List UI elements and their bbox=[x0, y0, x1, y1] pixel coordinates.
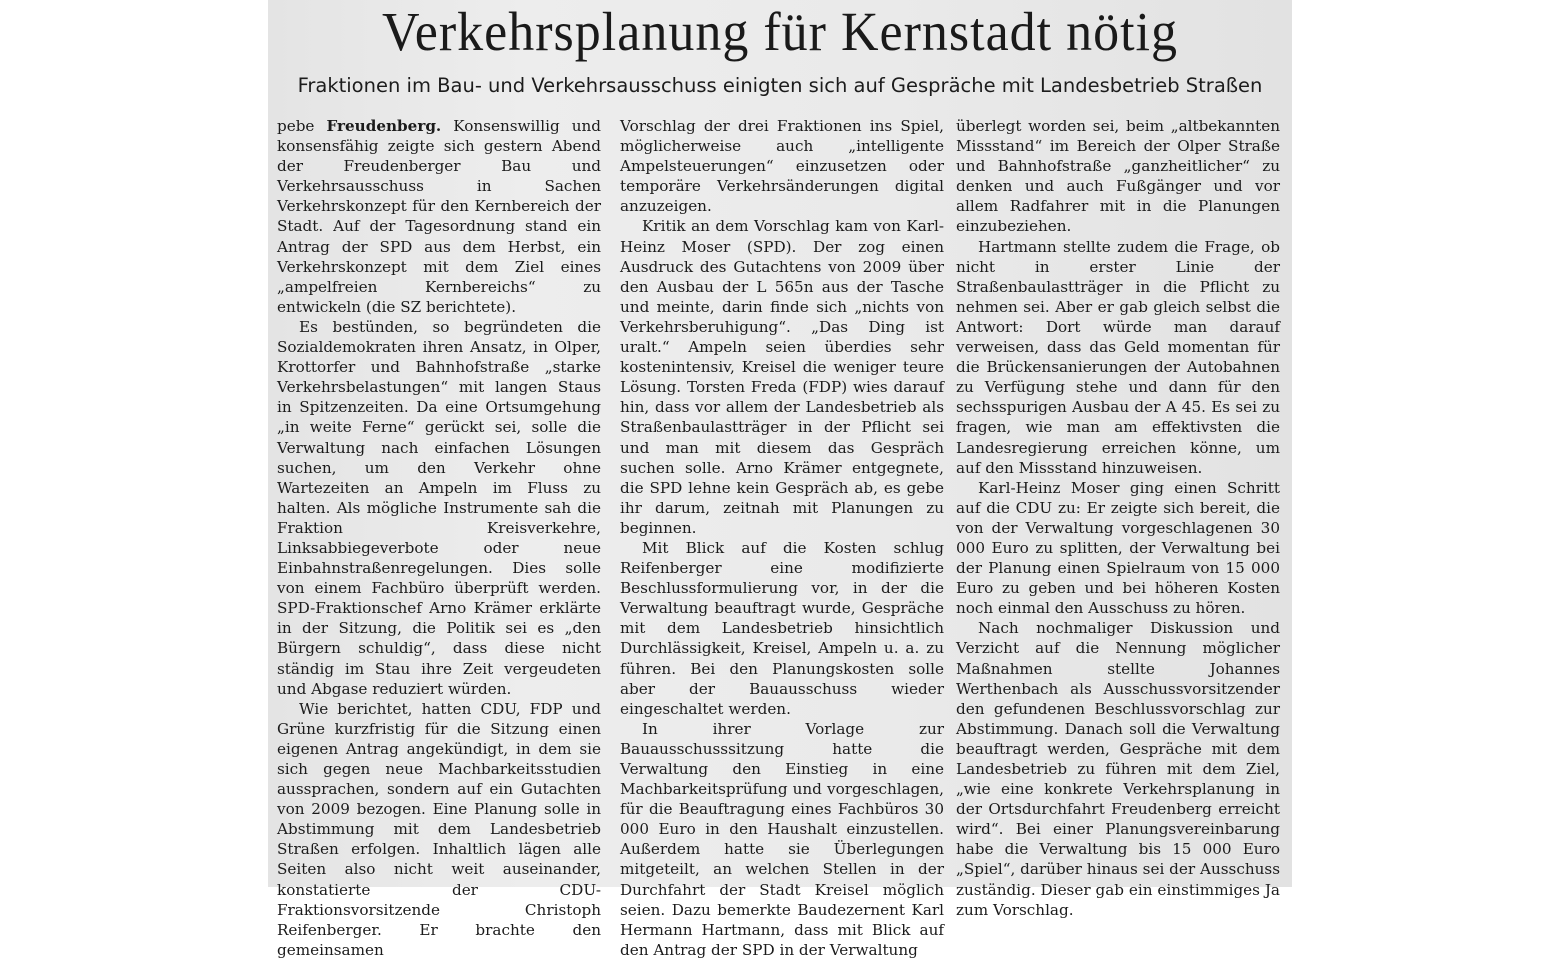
article-paragraph: Nach nochmaliger Diskussion und Verzicht auf die Nennung möglicher Maßnahmen stellte Johannes Werthenbach als Ausschussvorsitzender den gefundenen Beschlussvorschlag zur Abstimmung. Danach soll die Verwaltung beauftragt werden, Gespräche mit dem Landesbetrieb zu führen mit dem Ziel, „wie eine konkrete Verkehrsplanung in der Ortsdurchfahrt Freudenberg erreicht wird“. Bei einer Planungsvereinbarung habe die Verwaltung bis 15 000 Euro „Spiel“, darüber hinaus sei der Ausschuss zuständig. Dieser gab ein einstimmiges Ja zum Vorschlag. bbox=[956, 619, 1280, 919]
article-column-3 bbox=[956, 116, 1280, 920]
newspaper-clipping bbox=[268, 0, 1292, 959]
article-paragraph: Mit Blick auf die Kosten schlug Reifenberger eine modifizierte Beschlussformulierung vor, in der die Verwaltung beauftragt wurde, Gespräche mit dem Landesbetrieb hinsichtlich Durchlässigkeit, Kreisel, Ampeln u. a. zu führen. Bei den Planungskosten solle aber der Bauausschuss wieder eingeschaltet werden. bbox=[620, 538, 944, 718]
paragraph-text: Konsenswillig und konsensfähig zeigte sich gestern Abend der Freudenberger Bau und Verkehrsausschuss in Sachen Verkehrskonzept für den Kernbereich der Stadt. Auf der Tagesordnung stand ein Antrag der SPD aus dem Herbst, ein Verkehrskonzept mit dem Ziel eines „ampelfreien Kernbereichs“ zu entwickeln (die SZ berichtete). bbox=[277, 117, 602, 316]
article-paragraph: Hartmann stellte zudem die Frage, ob nicht in erster Linie der Straßenbaulastträger in die Pflicht zu nehmen sei. Aber er gab gleich selbst die Antwort: Dort würde man darauf verweisen, dass das Geld momentan für die Brückensanierungen der Autobahnen zu Verfügung stehe und dann für den sechsspurigen Ausbau der A 45. Es sei zu fragen, wie man am effektivsten die Landesregierung erreichen könne, um auf den Missstand hinzuweisen. bbox=[956, 237, 1280, 477]
article-headline: Verkehrsplanung für Kernstadt nötig bbox=[381, 2, 1179, 63]
dateline-author: pebe bbox=[277, 117, 315, 135]
article-paragraph: Vorschlag der drei Fraktionen ins Spiel, möglicherweise auch „intelligente Ampelsteuerungen“ einzusetzen oder temporäre Verkehrsänderungen digital anzuzeigen. bbox=[620, 117, 944, 216]
article-paragraph bbox=[277, 116, 601, 317]
dateline-place: Freudenberg. bbox=[326, 117, 442, 135]
article-column-2 bbox=[620, 116, 944, 960]
article-paragraph: Es bestünden, so begründeten die Sozialdemokraten ihren Ansatz, in Olper, Krottorfer und Bahnhofstraße „starke Verkehrsbelastungen“ mit langen Staus in Spitzenzeiten. Da eine Ortsumgehung „in weite Ferne“ gerückt sei, solle die Verwaltung nach einfachen Lösungen suchen, um den Verkehr ohne Wartezeiten an Ampeln im Fluss zu halten. Als mögliche Instrumente sah die Fraktion Kreisverkehre, Linksabbiegeverbote oder neue Einbahnstraßenregelungen. Dies solle von einem Fachbüro überprüft werden. SPD-Fraktionschef Arno Krämer erklärte in der Sitzung, die Politik sei es „den Bürgern schuldig“, dass diese nicht ständig im Stau ihre Zeit vergeudeten und Abgase reduziert würden. bbox=[277, 317, 601, 698]
article-paragraph: Karl-Heinz Moser ging einen Schritt auf die CDU zu: Er zeigte sich bereit, die von der Verwaltung vorgeschlagenen 30 000 Euro zu splitten, der Verwaltung bei der Planung einen Spielraum von 15 000 Euro zu geben und bei höheren Kosten noch einmal den Ausschuss zu hören. bbox=[956, 478, 1280, 618]
article-column-1 bbox=[277, 116, 601, 960]
article-paragraph: Kritik an dem Vorschlag kam von Karl-Heinz Moser (SPD). Der zog einen Ausdruck des Gutachtens von 2009 über den Ausbau der L 565n aus der Tasche und meinte, darin finde sich „nichts von Verkehrsberuhigung“. „Das Ding ist uralt.“ Ampeln seien überdies sehr kostenintensiv, Kreisel die weniger teure Lösung. Torsten Freda (FDP) wies darauf hin, dass vor allem der Landesbetrieb als Straßenbaulastträger in der Pflicht sei und man mit diesem das Gespräch suchen solle. Arno Krämer entgegnete, die SPD lehne kein Gespräch ab, es gebe ihr darum, zeitnah mit Planungen zu beginnen. bbox=[620, 217, 944, 537]
article-subheadline: Fraktionen im Bau- und Verkehrsausschuss einigten sich auf Gespräche mit Landesbetrieb Straßen bbox=[297, 74, 1263, 97]
article-paragraph: überlegt worden sei, beim „altbekannten Missstand“ im Bereich der Olper Straße und Bahnhofstraße „ganzheitlicher“ zu denken und auch Fußgänger und vor allem Radfahrer mit in die Planungen einzubeziehen. bbox=[956, 117, 1280, 236]
article-paragraph: Wie berichtet, hatten CDU, FDP und Grüne kurzfristig für die Sitzung einen eigenen Antrag angekündigt, in dem sie sich gegen neue Machbarkeitsstudien aussprachen, sondern auf ein Gutachten von 2009 bezogen. Eine Planung solle in Abstimmung mit dem Landesbetrieb Straßen erfolgen. Inhaltlich lägen alle Seiten also nicht weit auseinander, konstatierte der CDU-Fraktionsvorsitzende Christoph Reifenberger. Er brachte den gemeinsamen bbox=[277, 699, 601, 959]
article-paragraph: In ihrer Vorlage zur Bauausschusssitzung hatte die Verwaltung den Einstieg in eine Machbarkeitsprüfung und vorgeschlagen, für die Beauftragung eines Fachbüros 30 000 Euro in den Haushalt einzustellen. Außerdem hatte sie Überlegungen mitgeteilt, an welchen Stellen in der Durchfahrt der Stadt Kreisel möglich seien. Dazu bemerkte Baudezernent Karl Hermann Hartmann, dass mit Blick auf den Antrag der SPD in der Verwaltung bbox=[620, 719, 944, 959]
